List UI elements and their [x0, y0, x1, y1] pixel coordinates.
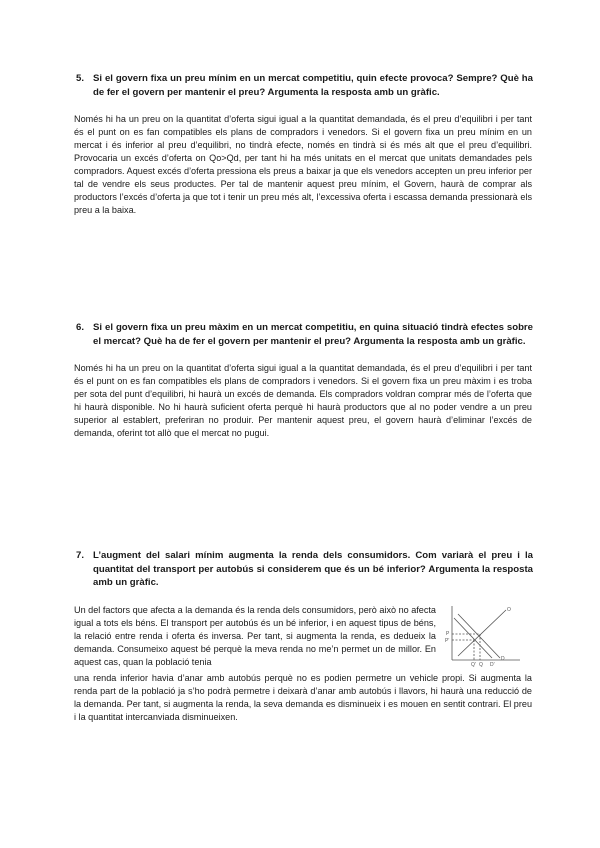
- graph-label-demand: D: [501, 656, 505, 662]
- question-text: Si el govern fixa un preu màxim en un mercat competitiu, en quina situació tindrà efectes sobre el mercat? Què ha de fer el govern per mantenir el preu? Argumenta la resposta amb un gràfic.: [93, 322, 533, 347]
- demand-curve-shifted: [454, 618, 492, 658]
- question-text: Si el govern fixa un preu mínim en un mercat competitiu, quin efecte provoca? Sempre? Què ha de fer el govern per mantenir el preu? Argumenta la resposta amb un gràfic.: [93, 73, 533, 98]
- graph-label-demand-new: D': [490, 662, 495, 668]
- answer-7-part2: una renda inferior havia d’anar amb autobús perquè no es podien permetre un vehicle propi. Si augmenta la renda part de la població ja s’ho podrà permetre i deixarà d’anar amb autobús i llavors, hi haurà una reducció de la demanda. Per tant, si augmenta la renda, la seva demanda es disminueix i es mouen en sentit contrari. El preu i la quantitat intercanviada disminueixen.: [74, 673, 532, 722]
- question-text: L’augment del salari mínim augmenta la renda dels consumidors. Com variarà el preu i la quantitat del transport per autobús si considerem que és un bé inferior? Argumenta la resposta amb un gràfic.: [93, 550, 533, 588]
- answer-5: Només hi ha un preu on la quantitat d’oferta sigui igual a la quantitat demandada, és el preu d’equilibri i per tant és el punt on es fan compatibles els plans de compradors i venedors. Si el govern fixa un preu mínim en un mercat i és inferior al preu d’equilibri, no tindrà efecte, només en tindrà si és més alt que el preu d’equilibri. Provocaria un excés d’oferta on Qo>Qd, per tant hi ha més unitats en el mercat que unitats demandades pels compradors. Aquest excés d’oferta pressiona els preus a baixar ja que els venedors accepten un preu inferior per tal de vendre els seus productes. Per tal de mantenir aquest preu mínim, el Govern, haurà de comprar als productors l’excés d’oferta ja que tot i tenir un preu més alt, l’excessiva oferta i escassa demanda pressionarà els preu a la baixa.: [74, 114, 532, 215]
- question-6: [76, 321, 533, 348]
- graph-label-quantity: Q: [479, 662, 483, 668]
- question-number: 7.: [76, 550, 85, 561]
- question-7: [76, 549, 533, 590]
- question-5: [76, 72, 533, 99]
- question-number: 6.: [76, 322, 85, 333]
- supply-curve: [458, 610, 506, 656]
- answer-7-part1: Un del factors que afecta a la demanda és la renda dels consumidors, però això no afecta igual a tots els béns. El transport per autobús és un bé inferior, i en aquest tipus de béns, la relació entre renda i oferta és inversa. Per tant, si augmenta la renda, es dedueix la demanda. Consumeixo aquest bé perquè la meva renda no me’n permet un de millor. En aquest cas, quan la població tenia: [74, 605, 436, 667]
- answer-6: Només hi ha un preu on la quantitat d’oferta sigui igual a la quantitat demandada, és el preu d’equilibri i per tant és el punt on es fan compatibles els plans de compradors i venedors. Si el govern fixa un preu màxim i es troba per sota del punt d’equilibri, hi haurà un excés de demanda. Els compradors voldran comprar més de l’oferta que hi haurà disponible. No hi haurà suficient oferta perquè hi haurà productors que al no poder vendre a un preu superior al establert, preferiran no produir. Per mantenir aquest preu, el govern haurà d’eliminar l’excés de demanda, oferint tot allò que el mercat no pugui.: [74, 363, 532, 438]
- supply-demand-graph: [444, 604, 524, 670]
- question-number: 5.: [76, 73, 85, 84]
- graph-label-price-new: P': [445, 638, 450, 644]
- graph-label-price: P: [446, 631, 450, 637]
- demand-curve: [458, 614, 500, 658]
- graph-label-supply: O: [507, 607, 511, 613]
- graph-label-quantity-new: Q': [471, 662, 476, 668]
- graph-lines: [452, 606, 520, 660]
